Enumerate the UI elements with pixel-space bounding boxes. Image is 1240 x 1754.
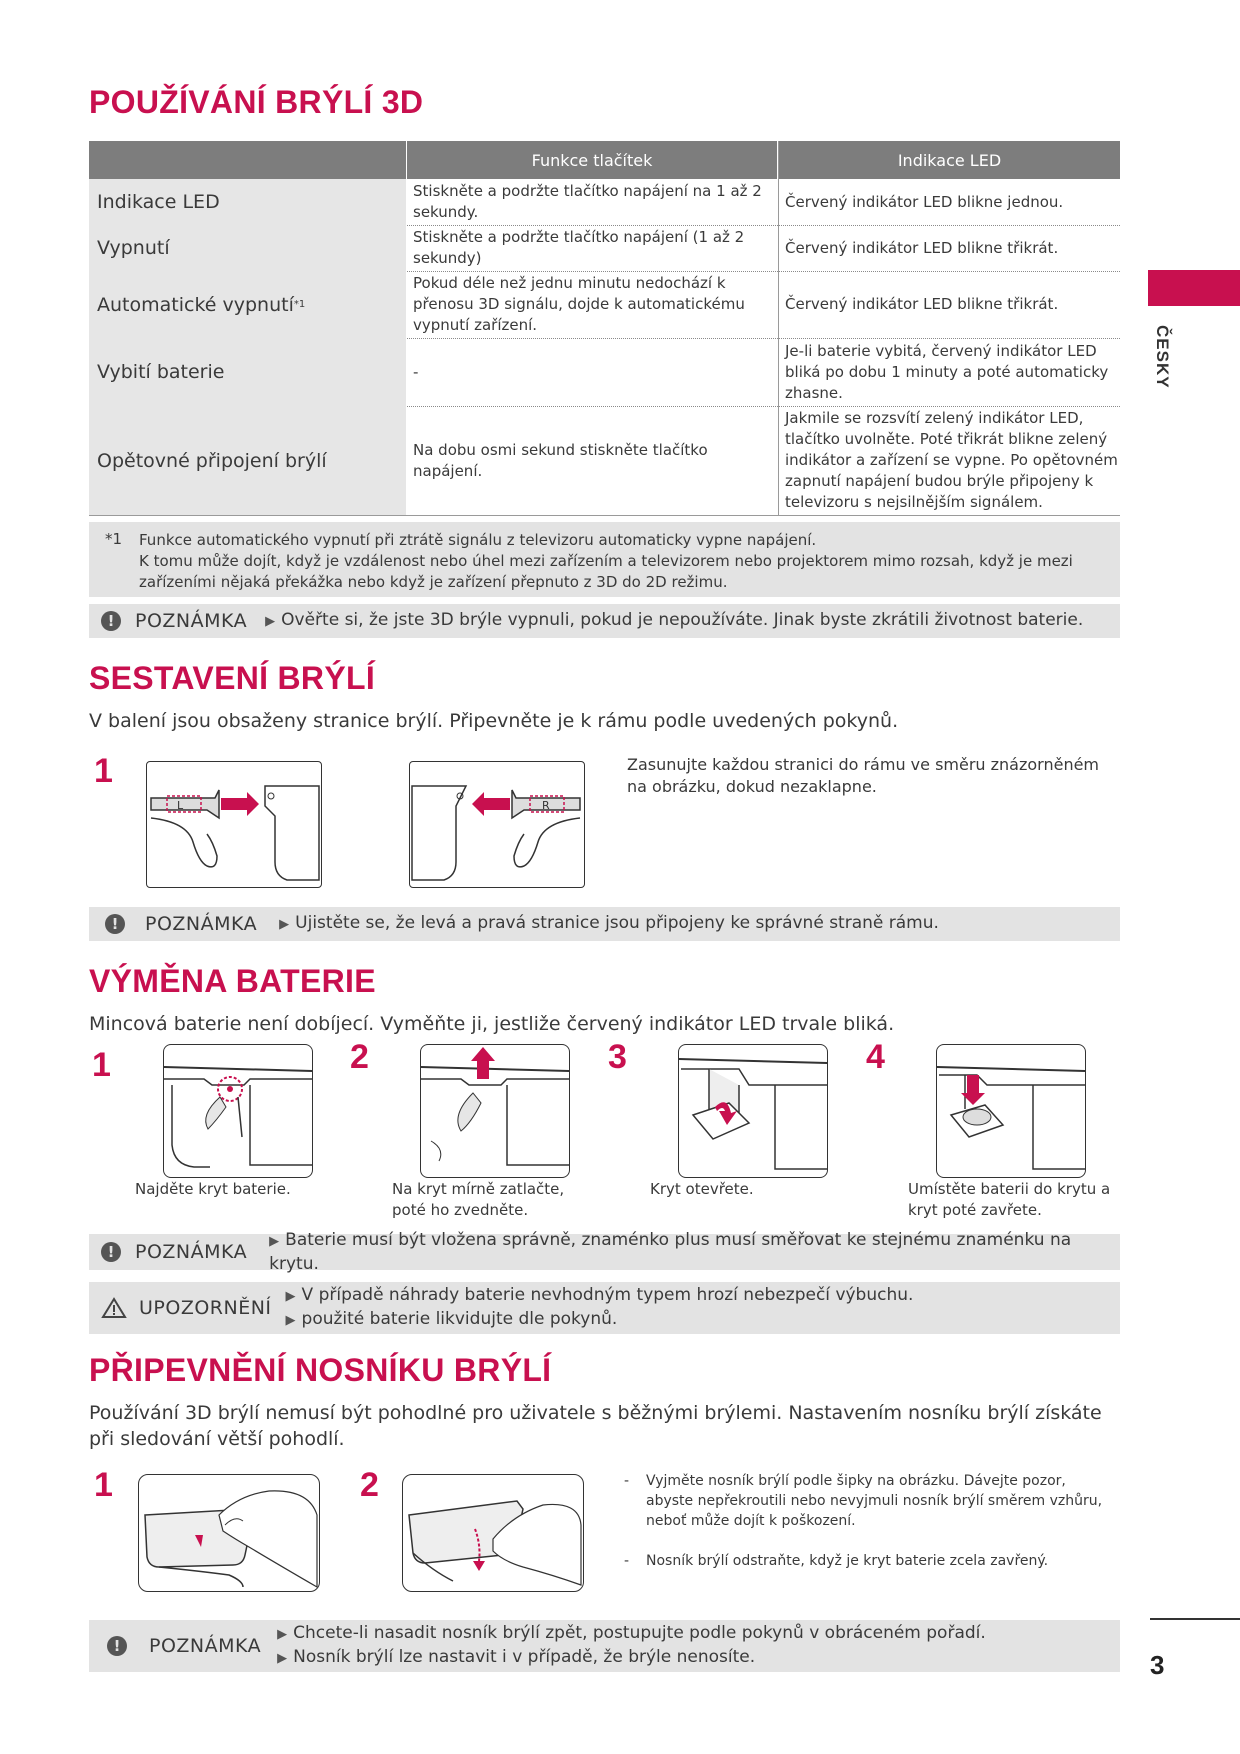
language-label: ČESKY	[1153, 325, 1172, 389]
warning-triangle-icon	[101, 1297, 127, 1319]
table-row-label: Indikace LED	[89, 179, 404, 225]
note-label: POZNÁMKA	[135, 1241, 248, 1263]
page-divider	[1150, 1618, 1240, 1620]
table-cell: -	[413, 362, 419, 381]
nose-figure-2	[402, 1474, 584, 1592]
table-header-functions: Funkce tlačítek	[407, 141, 777, 179]
assembly-figure-right	[409, 761, 585, 888]
table-cell: Je-li baterie vybitá, červený indikátor LED bliká po dobu 1 minuty a poté automaticky zhasne.	[785, 341, 1109, 402]
nose-figure-1	[138, 1474, 320, 1592]
step-caption: Na kryt mírně zatlačte, poté ho zvedněte.	[392, 1180, 565, 1219]
warning-text: ▶ V případě náhrady baterie nevhodným typem hrozí nebezpečí výbuchu. ▶ použité baterie likvidujte dle pokynů.	[285, 1285, 914, 1329]
exclamation-icon: !	[105, 914, 125, 934]
svg-text:R: R	[542, 799, 550, 812]
note-text: ▶ Ověřte si, že jste 3D brýle vypnuli, pokud je nepoužíváte. Jinak byste zkrátili životnost baterie.	[265, 610, 1084, 630]
table-row-label: Vypnutí	[89, 225, 404, 271]
table-cell: Stiskněte a podržte tlačítko napájení (1 až 2 sekundy)	[413, 228, 745, 267]
table-divider	[407, 338, 1120, 339]
table-header-blank	[89, 141, 406, 179]
exclamation-icon: !	[107, 1636, 127, 1656]
step-caption: Najděte kryt baterie.	[135, 1180, 291, 1198]
note-box	[89, 1620, 1120, 1672]
note-label: POZNÁMKA	[145, 913, 258, 935]
note-box	[89, 1230, 1120, 1274]
table-row-label: Automatické vypnutí *1	[89, 271, 404, 338]
table-header-led: Indikace LED	[779, 141, 1120, 179]
section-title-assembly: SESTAVENÍ BRÝLÍ	[89, 660, 376, 696]
table-cell: Červený indikátor LED blikne třikrát.	[785, 238, 1059, 257]
assembly-figure-left	[146, 761, 322, 888]
step-number: 2	[350, 1038, 369, 1076]
exclamation-icon: !	[101, 1242, 121, 1262]
bullet-arrow-icon: ▶	[277, 1651, 288, 1666]
step-number: 1	[92, 1046, 111, 1084]
table-cell: Stiskněte a podržte tlačítko napájení na 1 až 2 sekundy.	[413, 182, 762, 221]
table-cell: Červený indikátor LED blikne třikrát.	[785, 295, 1059, 313]
table-cell: Pokud déle než jednu minutu nedochází k přenosu 3D signálu, dojde k automatickému vypnutí zařízení.	[413, 274, 745, 334]
warning-label: UPOZORNĚNÍ	[139, 1297, 272, 1319]
step-number: 2	[360, 1466, 379, 1504]
footnote-mark: *1	[105, 530, 123, 548]
nose-instruction-1: Vyjměte nosník brýlí podle šipky na obrázku. Dávejte pozor, abyste nepřekroutili nebo nevyjmuli nosník brýlí směrem vzhůru, neboť může dojít k poškození.	[646, 1473, 1103, 1529]
bullet-arrow-icon: ▶	[285, 1289, 296, 1304]
step-caption: Kryt otevřete.	[650, 1180, 754, 1198]
nose-instruction-2: Nosník brýlí odstraňte, když je kryt baterie zcela zavřený.	[646, 1553, 1049, 1569]
bullet-arrow-icon: ▶	[277, 1627, 288, 1642]
bullet-arrow-icon: ▶	[265, 614, 276, 629]
table-divider	[407, 406, 1120, 407]
section-title-usage: POUŽÍVÁNÍ BRÝLÍ 3D	[89, 84, 424, 120]
table-divider	[407, 271, 1120, 272]
step-number: 1	[94, 1466, 113, 1504]
step-number: 4	[866, 1038, 885, 1076]
battery-figure-4	[936, 1044, 1086, 1178]
battery-figure-3	[678, 1044, 828, 1178]
language-tab	[1148, 270, 1240, 306]
page-number: 3	[1150, 1650, 1165, 1680]
table-cell: Červený indikátor LED blikne jednou.	[785, 192, 1064, 211]
table-divider	[89, 515, 1120, 516]
note-text: ▶ Chcete-li nasadit nosník brýlí zpět, postupujte podle pokynů v obráceném pořadí. ▶ Nosník brýlí lze nastavit i v případě, že brýle nenosíte.	[277, 1623, 986, 1667]
step-number: 1	[94, 752, 113, 790]
section-title-nose-pad: PŘIPEVNĚNÍ NOSNÍKU BRÝLÍ	[89, 1352, 552, 1388]
step-number: 3	[608, 1038, 627, 1076]
table-divider	[778, 141, 779, 515]
warning-box	[89, 1282, 1120, 1334]
section-intro: Mincová baterie není dobíjecí. Vyměňte ji, jestliže červený indikátor LED trvale bliká.	[89, 1013, 895, 1035]
note-label: POZNÁMKA	[135, 610, 248, 632]
section-title-battery: VÝMĚNA BATERIE	[89, 963, 376, 999]
table-divider	[407, 225, 1120, 226]
exclamation-icon: !	[101, 611, 121, 631]
footnote-text: Funkce automatického vypnutí při ztrátě signálu z televizoru automaticky vypne napájení. K tomu může dojít, když je vzdálenost nebo úhel mezi zařízením a televizorem nebo projektorem mimo rozsah, když je mezi zařízeními nějaká překážka nebo když je zařízení přepnuto z 3D do 2D režimu.	[139, 531, 1073, 591]
table-cell: Jakmile se rozsvítí zelený indikátor LED, tlačítko uvolněte. Poté třikrát blikne zelený indikátor a zařízení se vypne. Po opětovném zapnutí napájení budou brýle připojeny k televizoru s nejsilnějším signálem.	[785, 409, 1118, 511]
note-box	[89, 907, 1120, 941]
dash-bullet: -	[624, 1473, 630, 1489]
dash-bullet: -	[624, 1553, 630, 1569]
note-label: POZNÁMKA	[149, 1635, 262, 1657]
bullet-arrow-icon: ▶	[285, 1313, 296, 1328]
section-intro: V balení jsou obsaženy stranice brýlí. Připevněte je k rámu podle uvedených pokynů.	[89, 710, 899, 732]
note-box	[89, 604, 1120, 638]
step-caption: Umístěte baterii do krytu a kryt poté zavřete.	[908, 1180, 1111, 1219]
bullet-arrow-icon: ▶	[269, 1234, 280, 1249]
bullet-arrow-icon: ▶	[279, 917, 290, 932]
assembly-instruction: Zasunujte každou stranici do rámu ve směru znázorněném na obrázku, dokud nezaklapne.	[627, 755, 1100, 796]
svg-text:L: L	[177, 799, 184, 812]
table-footnote	[89, 522, 1120, 597]
table-divider	[406, 141, 407, 515]
table-cell: Na dobu osmi sekund stiskněte tlačítko napájení.	[413, 440, 708, 480]
note-text: ▶ Baterie musí být vložena správně, znaménko plus musí směřovat ke stejnému znaménku na krytu.	[269, 1230, 1072, 1274]
note-text: ▶ Ujistěte se, že levá a pravá stranice jsou připojeny ke správné straně rámu.	[279, 913, 939, 933]
section-intro: Používání 3D brýlí nemusí být pohodlné pro uživatele s běžnými brýlemi. Nastavením nosníku brýlí získáte při sledování větší pohodlí.	[89, 1402, 1102, 1450]
table-row-label: Vybití baterie	[89, 338, 404, 406]
battery-figure-2	[420, 1044, 570, 1178]
table-row-label: Opětovné připojení brýlí	[89, 406, 404, 515]
battery-figure-1	[163, 1044, 313, 1178]
